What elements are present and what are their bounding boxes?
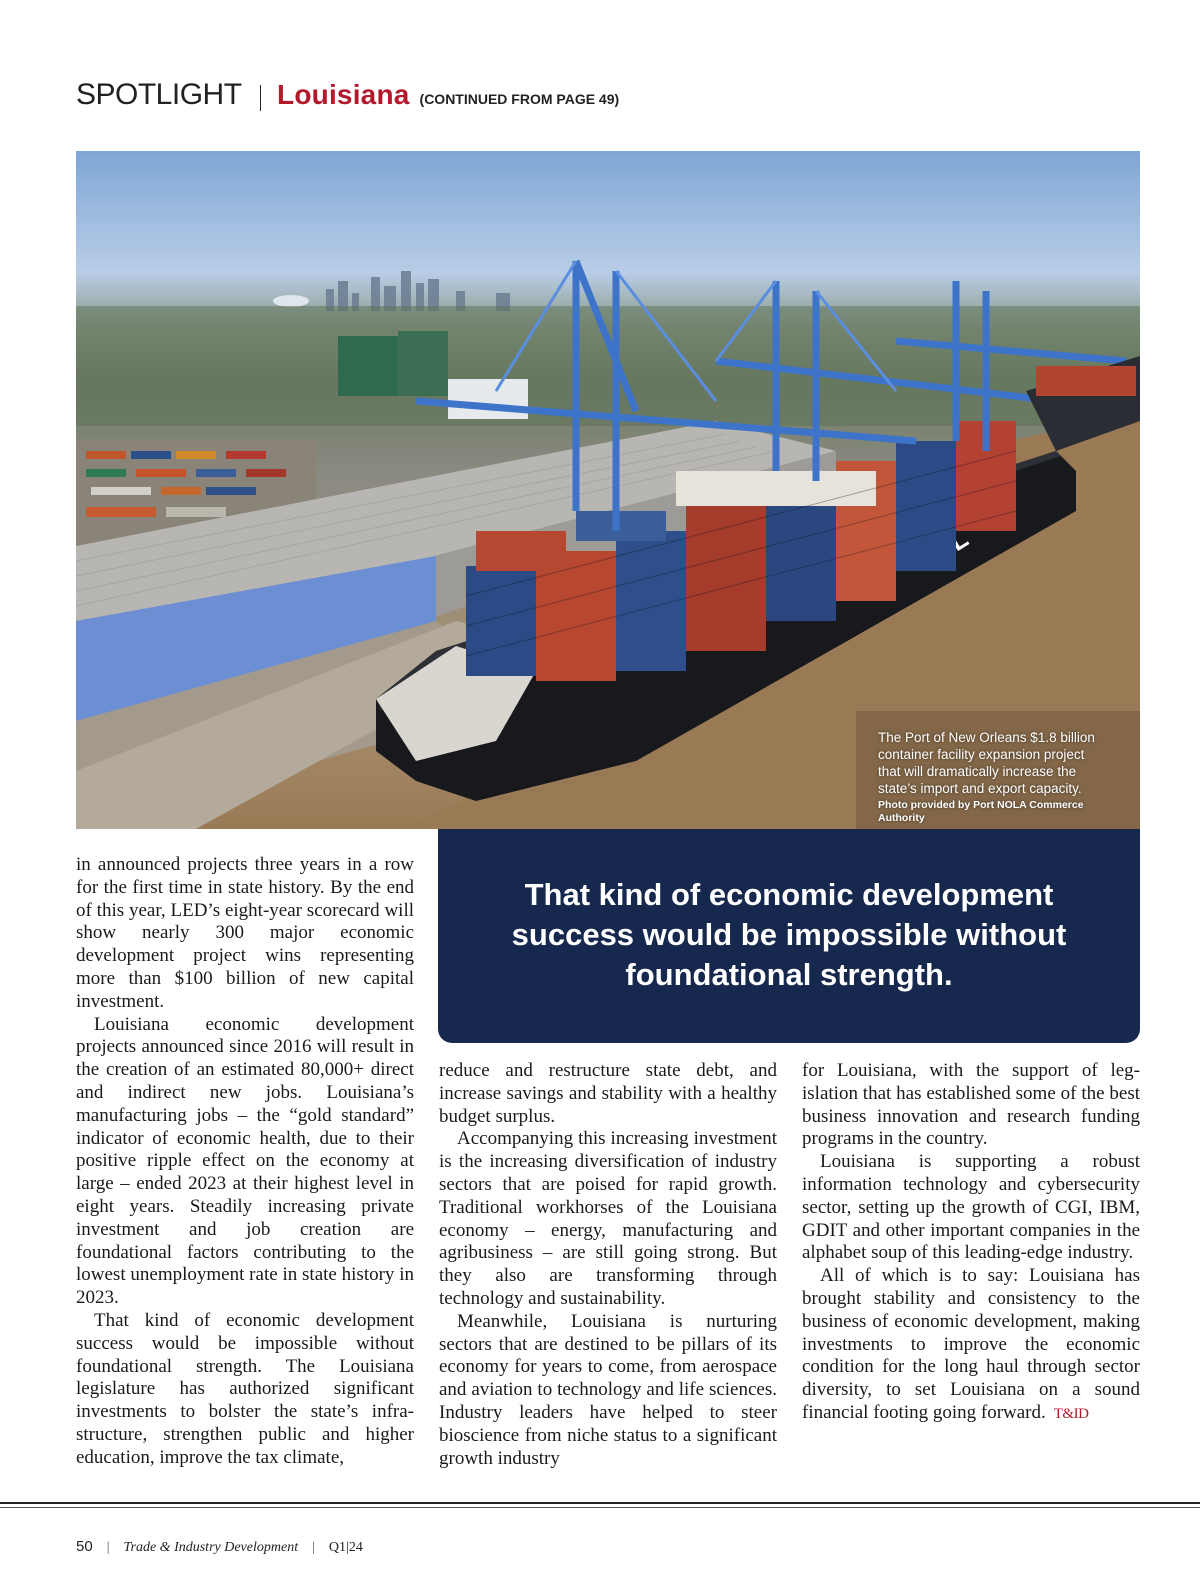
continued-note: (CONTINUED FROM PAGE 49) (419, 91, 620, 107)
page-header (76, 78, 619, 118)
caption-text: The Port of New Orleans $1.8 billion container facility expansion project that will dramatically increase the state’s import and export capacity. (878, 730, 1095, 796)
paragraph: in announced projects three years in a row for the first time in state history. By the end of this year, LED’s eight-year scorecard will show nearly 300 major economic development project wins representing more than $100 billion of new capital investment. (76, 854, 414, 1012)
header-divider (260, 85, 262, 111)
paragraph: Louisiana is supporting a robust information technology and cybersecurity sector, setting up the growth of CGI, IBM, GDIT and other important companies in the alphabet soup of this leading-edge industry. (802, 1151, 1140, 1264)
footer-separator: | (106, 1540, 110, 1555)
footer-rule-thin (0, 1507, 1200, 1508)
magazine-name: Trade & Industry Development (123, 1540, 299, 1555)
paragraph: Meanwhile, Louisiana is nurturing sectors that are destined to be pillars of its economy for years to come, from aerospace and aviation to technology and life sciences. Industry leaders have helped to steer bioscience from niche status to a significant growth industry (439, 1310, 777, 1469)
paragraph: Accompanying this increasing investment is the increasing diversification of industry sectors that are poised for rapid growth. Traditional workhorses of the Louisiana economy – energy, manufacturing and agribusiness – are still going strong. But they also are transforming through technology and sustainability. (439, 1128, 777, 1309)
end-mark: T&ID (1053, 1405, 1089, 1422)
issue-label: Q1|24 (328, 1540, 363, 1555)
paragraph: Louisiana economic development projects announced since 2016 will result in the creation of an estimated 80,000+ direct and indirect new jobs. Louisiana’s manufacturing jobs – the “gold standard” indicator of economic health, due to their positive ripple effect on the economy at large – ended 2023 at their highest level in eight years. Steadily increasing private investment and job creation are foundational factors contributing to the lowest unemployment rate in state history in 2023. (76, 1013, 414, 1309)
paragraph: reduce and restructure state debt, and increase savings and stability with a healthy budget surplus. (439, 1060, 777, 1127)
footer-separator: | (312, 1540, 315, 1555)
paragraph: for Louisiana, with the support of legislation that has established some of the best business innovation and research funding programs in the country. (802, 1060, 1140, 1150)
photo-credit: Photo provided by Port NOLA Commerce Authority (878, 799, 1084, 824)
paragraph: That kind of economic development success would be impossible without foundational strength. The Louisiana legislature has authorized significant investments to bolster the state’s infrastructure, strengthen public and higher education, improve the tax climate, (76, 1309, 414, 1468)
port-photo (76, 151, 1140, 829)
paragraph (802, 1265, 1140, 1426)
article-column-3 (802, 1060, 1140, 1426)
state-title: Louisiana (277, 79, 410, 110)
port-illustration (76, 151, 1140, 829)
pull-quote-text: That kind of economic development success would be impossible without foundational strength. (511, 877, 1067, 992)
page-footer (76, 1538, 363, 1556)
article-column-1 (76, 854, 414, 1470)
pull-quote-box (438, 829, 1140, 1043)
section-label: SPOTLIGHT (76, 78, 242, 111)
photo-caption (878, 729, 1110, 825)
footer-rule (0, 1502, 1200, 1504)
paragraph-text: All of which is to say: Louisiana has brought stability and consistency to the business of economic development, making investments to improve the economic condition for the long haul through sector diversity, to set Louisiana on a sound financial footing going forward. (802, 1265, 1140, 1423)
page-number: 50 (76, 1538, 93, 1555)
article-column-2 (439, 1060, 777, 1470)
